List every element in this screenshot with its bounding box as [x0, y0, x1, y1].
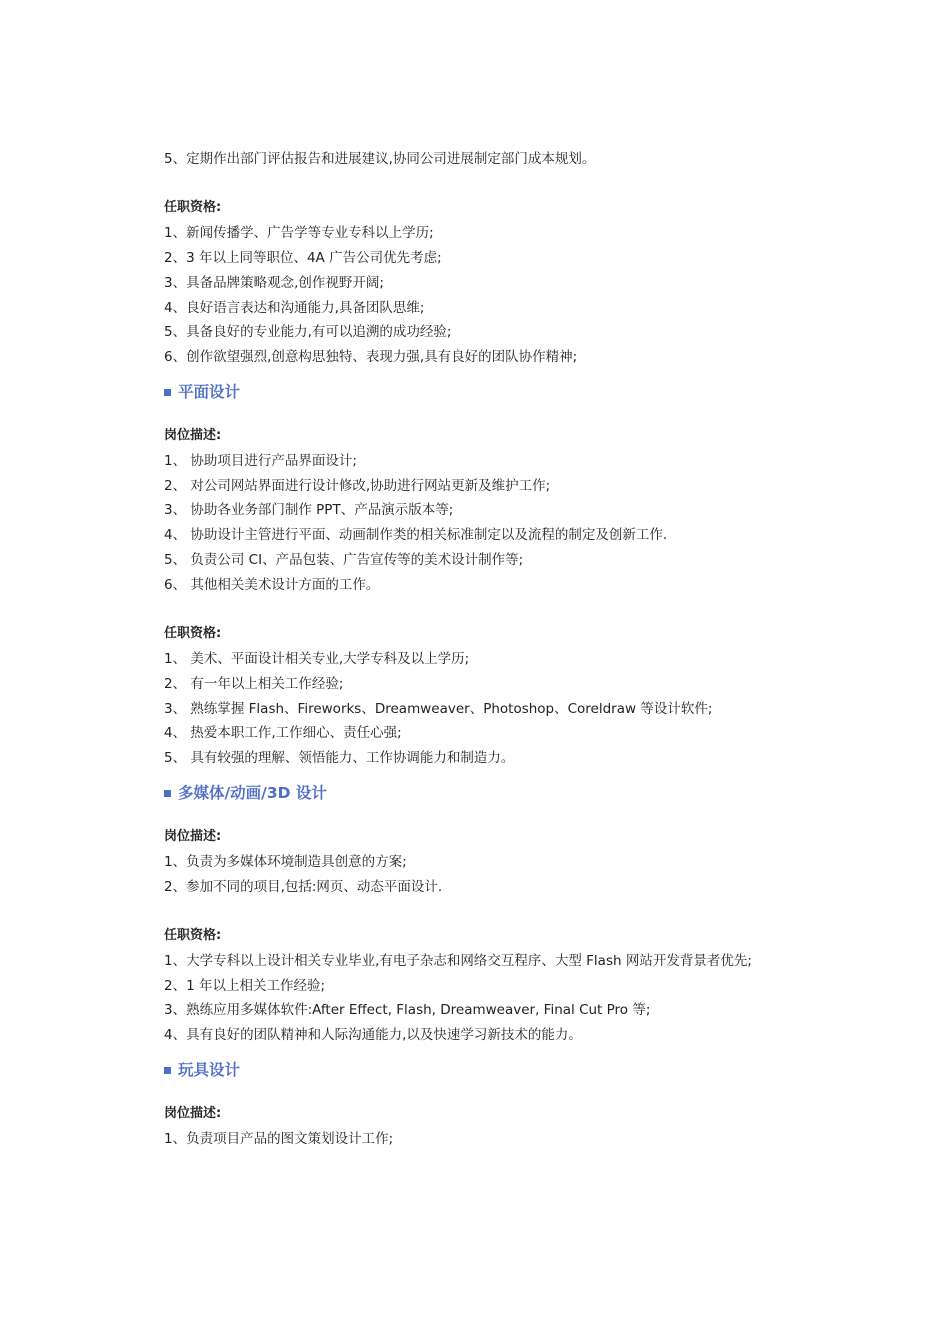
- section-title: 平面设计: [178, 382, 241, 401]
- req-item: 4、 热爱本职工作,工作细心、责任心强;: [164, 725, 402, 742]
- block1-req-item: 4、良好语言表达和沟通能力,具备团队思维;: [164, 299, 425, 316]
- requirements-label: 任职资格:: [164, 626, 222, 642]
- section-heading-multimedia-design: [164, 781, 784, 805]
- req-item: 4、具有良好的团队精神和人际沟通能力,以及快速学习新技术的能力。: [164, 1027, 582, 1044]
- req-item: 3、 熟练掌握 Flash、Fireworks、Dreamweaver、Photoshop、Coreldraw 等设计软件;: [164, 700, 713, 717]
- square-bullet-icon: [164, 790, 171, 797]
- desc-item: 2、 对公司网站界面进行设计修改,协助进行网站更新及维护工作;: [164, 477, 551, 494]
- block1-req-item: 2、3 年以上同等职位、4A 广告公司优先考虑;: [164, 249, 442, 266]
- desc-item: 5、 负责公司 CI、产品包装、广告宣传等的美术设计制作等;: [164, 551, 524, 568]
- square-bullet-icon: [164, 389, 171, 396]
- section-heading-graphic-design: [164, 380, 784, 404]
- req-item: 2、 有一年以上相关工作经验;: [164, 675, 344, 692]
- section-heading-toy-design: [164, 1058, 784, 1082]
- req-item: 1、 美术、平面设计相关专业,大学专科及以上学历;: [164, 650, 470, 667]
- desc-item: 4、 协助设计主管进行平面、动画制作类的相关标准制定以及流程的制定及创新工作.: [164, 527, 668, 544]
- desc-item: 1、 协助项目进行产品界面设计;: [164, 452, 357, 469]
- section-title: 多媒体/动画/3D 设计: [178, 783, 327, 802]
- desc-item: 1、负责项目产品的图文策划设计工作;: [164, 1130, 394, 1147]
- req-item: 1、大学专科以上设计相关专业毕业,有电子杂志和网络交互程序、大型 Flash 网站开发背景者优先;: [164, 952, 752, 969]
- document-page: [164, 147, 784, 1151]
- block1-req-item: 1、新闻传播学、广告学等专业专科以上学历;: [164, 225, 434, 242]
- description-label: 岗位描述:: [164, 828, 222, 844]
- desc-item: 6、 其他相关美术设计方面的工作。: [164, 576, 380, 593]
- req-item: 3、熟练应用多媒体软件:After Effect, Flash, Dreamweaver, Final Cut Pro 等;: [164, 1002, 651, 1019]
- desc-item: 3、 协助各业务部门制作 PPT、产品演示版本等;: [164, 502, 454, 519]
- block1-req-item: 6、创作欲望强烈,创意构思独特、表现力强,具有良好的团队协作精神;: [164, 349, 578, 366]
- desc-item: 2、参加不同的项目,包括:网页、动态平面设计.: [164, 878, 443, 895]
- block1-req-item: 3、具备品牌策略观念,创作视野开阔;: [164, 274, 384, 291]
- description-label: 岗位描述:: [164, 1105, 222, 1121]
- requirements-label: 任职资格:: [164, 927, 222, 943]
- description-label: 岗位描述:: [164, 427, 222, 443]
- req-item: 2、1 年以上相关工作经验;: [164, 977, 326, 994]
- desc-item: 1、负责为多媒体环境制造具创意的方案;: [164, 853, 407, 870]
- req-item: 5、 具有较强的理解、领悟能力、工作协调能力和制造力。: [164, 750, 515, 767]
- block1-requirements-label: 任职资格:: [164, 200, 222, 216]
- intro-line: 5、定期作出部门评估报告和进展建议,协同公司进展制定部门成本规划。: [164, 151, 596, 167]
- block1-req-item: 5、具备良好的专业能力,有可以追溯的成功经验;: [164, 324, 452, 341]
- section-title: 玩具设计: [178, 1060, 241, 1079]
- square-bullet-icon: [164, 1067, 171, 1074]
